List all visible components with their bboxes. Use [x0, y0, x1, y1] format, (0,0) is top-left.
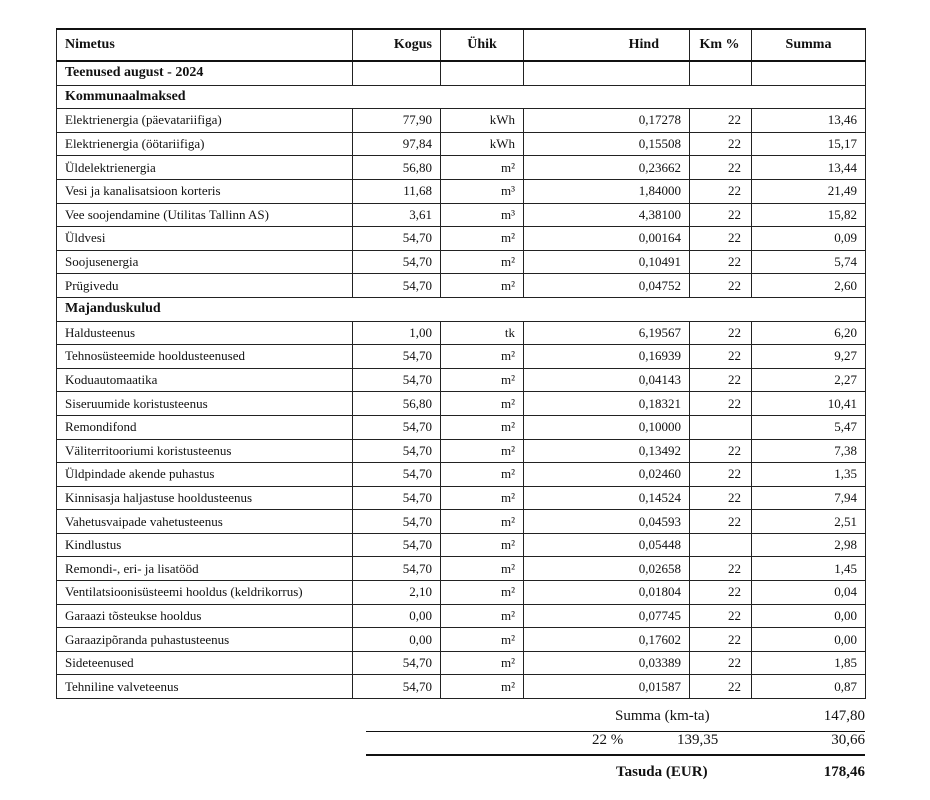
- cell-sum: 0,00: [752, 604, 866, 628]
- empty-cell: [690, 61, 752, 85]
- cell-sum: 13,44: [752, 156, 866, 180]
- subtotal-label: Summa (km-ta): [615, 708, 710, 724]
- cell-price: 0,10000: [524, 415, 690, 439]
- col-header-name: Nimetus: [57, 29, 353, 61]
- cell-qty: 54,70: [353, 533, 441, 557]
- cell-vat: 22: [690, 463, 752, 487]
- cell-name: Garaazi tõsteukse hooldus: [57, 604, 353, 628]
- cell-unit: m³: [441, 179, 524, 203]
- cell-price: 0,14524: [524, 486, 690, 510]
- cell-sum: 2,60: [752, 274, 866, 298]
- divider: [366, 754, 865, 756]
- cell-vat: [690, 415, 752, 439]
- cell-qty: 54,70: [353, 486, 441, 510]
- cell-price: 0,13492: [524, 439, 690, 463]
- table-row: [57, 510, 866, 534]
- cell-qty: 54,70: [353, 557, 441, 581]
- table-row: [57, 628, 866, 652]
- cell-price: 0,10491: [524, 250, 690, 274]
- cell-unit: m²: [441, 581, 524, 605]
- cell-vat: 22: [690, 439, 752, 463]
- cell-vat: 22: [690, 368, 752, 392]
- section-row: [57, 297, 866, 321]
- cell-name: Kindlustus: [57, 533, 353, 557]
- cell-qty: 3,61: [353, 203, 441, 227]
- cell-unit: m²: [441, 368, 524, 392]
- table-row: [57, 651, 866, 675]
- cell-name: Kinnisasja haljastuse hooldusteenus: [57, 486, 353, 510]
- cell-vat: 22: [690, 675, 752, 699]
- col-header-price: Hind: [524, 29, 690, 61]
- cell-qty: 54,70: [353, 463, 441, 487]
- col-header-unit: Ühik: [441, 29, 524, 61]
- table-row: [57, 604, 866, 628]
- cell-sum: 13,46: [752, 109, 866, 133]
- cell-name: Üldpindade akende puhastus: [57, 463, 353, 487]
- table-row: [57, 179, 866, 203]
- cell-unit: m²: [441, 628, 524, 652]
- col-header-qty: Kogus: [353, 29, 441, 61]
- total-due-label: Tasuda (EUR): [616, 764, 708, 780]
- period-title: Teenused august - 2024: [57, 61, 353, 85]
- invoice-table: [56, 28, 866, 699]
- cell-price: 0,02460: [524, 463, 690, 487]
- cell-sum: 15,17: [752, 132, 866, 156]
- cell-name: Vee soojendamine (Utilitas Tallinn AS): [57, 203, 353, 227]
- cell-price: 0,00164: [524, 227, 690, 251]
- cell-unit: m²: [441, 533, 524, 557]
- cell-price: 0,23662: [524, 156, 690, 180]
- cell-sum: 15,82: [752, 203, 866, 227]
- cell-unit: kWh: [441, 132, 524, 156]
- table-row: [57, 368, 866, 392]
- cell-vat: 22: [690, 274, 752, 298]
- cell-vat: 22: [690, 604, 752, 628]
- table-row: [57, 581, 866, 605]
- cell-price: 0,18321: [524, 392, 690, 416]
- cell-vat: 22: [690, 628, 752, 652]
- cell-price: 0,02658: [524, 557, 690, 581]
- empty-cell: [752, 61, 866, 85]
- cell-unit: m²: [441, 651, 524, 675]
- cell-price: 0,03389: [524, 651, 690, 675]
- cell-qty: 54,70: [353, 675, 441, 699]
- cell-name: Üldvesi: [57, 227, 353, 251]
- cell-qty: 11,68: [353, 179, 441, 203]
- table-row: [57, 250, 866, 274]
- cell-sum: 0,87: [752, 675, 866, 699]
- cell-qty: 56,80: [353, 156, 441, 180]
- cell-qty: 0,00: [353, 604, 441, 628]
- cell-unit: m³: [441, 203, 524, 227]
- cell-vat: 22: [690, 486, 752, 510]
- cell-vat: 22: [690, 345, 752, 369]
- cell-unit: m²: [441, 392, 524, 416]
- cell-sum: 5,47: [752, 415, 866, 439]
- cell-name: Soojusenergia: [57, 250, 353, 274]
- table-row: [57, 156, 866, 180]
- cell-vat: 22: [690, 510, 752, 534]
- cell-vat: 22: [690, 321, 752, 345]
- cell-unit: m²: [441, 274, 524, 298]
- cell-unit: m²: [441, 250, 524, 274]
- cell-price: 0,07745: [524, 604, 690, 628]
- cell-name: Elektrienergia (päevatariifiga): [57, 109, 353, 133]
- table-row: [57, 132, 866, 156]
- cell-sum: 0,09: [752, 227, 866, 251]
- cell-price: 0,17602: [524, 628, 690, 652]
- cell-unit: m²: [441, 227, 524, 251]
- vat-base: 139,35: [677, 732, 719, 748]
- cell-sum: 2,51: [752, 510, 866, 534]
- cell-name: Tehniline valveteenus: [57, 675, 353, 699]
- table-row: [57, 321, 866, 345]
- cell-vat: 22: [690, 203, 752, 227]
- table-row: [57, 415, 866, 439]
- cell-name: Koduautomaatika: [57, 368, 353, 392]
- cell-name: Vesi ja kanalisatsioon korteris: [57, 179, 353, 203]
- table-row: [57, 203, 866, 227]
- cell-name: Väliterritooriumi koristusteenus: [57, 439, 353, 463]
- cell-sum: 7,38: [752, 439, 866, 463]
- cell-price: 0,17278: [524, 109, 690, 133]
- cell-sum: 1,85: [752, 651, 866, 675]
- cell-qty: 54,70: [353, 345, 441, 369]
- col-header-sum: Summa: [752, 29, 866, 61]
- cell-sum: 9,27: [752, 345, 866, 369]
- total-due-value: 178,46: [823, 764, 865, 780]
- cell-qty: 54,70: [353, 368, 441, 392]
- cell-qty: 2,10: [353, 581, 441, 605]
- cell-qty: 0,00: [353, 628, 441, 652]
- cell-unit: m²: [441, 415, 524, 439]
- section-title: Majanduskulud: [57, 297, 866, 321]
- cell-vat: 22: [690, 109, 752, 133]
- cell-name: Vahetusvaipade vahetusteenus: [57, 510, 353, 534]
- table-row: [57, 109, 866, 133]
- cell-qty: 1,00: [353, 321, 441, 345]
- table-row: [57, 392, 866, 416]
- cell-unit: m²: [441, 675, 524, 699]
- empty-cell: [524, 61, 690, 85]
- cell-qty: 56,80: [353, 392, 441, 416]
- cell-price: 0,16939: [524, 345, 690, 369]
- cell-price: 6,19567: [524, 321, 690, 345]
- cell-sum: 1,45: [752, 557, 866, 581]
- vat-value: 30,66: [831, 732, 865, 748]
- section-title: Kommunaalmaksed: [57, 85, 866, 109]
- table-row: [57, 463, 866, 487]
- table-row: [57, 345, 866, 369]
- cell-qty: 54,70: [353, 651, 441, 675]
- cell-price: 0,04752: [524, 274, 690, 298]
- cell-vat: 22: [690, 227, 752, 251]
- cell-sum: 5,74: [752, 250, 866, 274]
- cell-vat: 22: [690, 250, 752, 274]
- cell-unit: m²: [441, 439, 524, 463]
- cell-unit: m²: [441, 345, 524, 369]
- cell-price: 1,84000: [524, 179, 690, 203]
- table-row: [57, 227, 866, 251]
- col-header-vat: Km %: [690, 29, 752, 61]
- cell-vat: 22: [690, 392, 752, 416]
- header-row: [57, 29, 866, 61]
- cell-name: Remondi-, eri- ja lisatööd: [57, 557, 353, 581]
- cell-qty: 54,70: [353, 510, 441, 534]
- cell-name: Siseruumide koristusteenus: [57, 392, 353, 416]
- cell-qty: 54,70: [353, 439, 441, 463]
- cell-sum: 6,20: [752, 321, 866, 345]
- cell-name: Ventilatsioonisüsteemi hooldus (keldrikorrus): [57, 581, 353, 605]
- cell-price: 0,01587: [524, 675, 690, 699]
- table-row: [57, 439, 866, 463]
- table-row: [57, 274, 866, 298]
- cell-sum: 2,27: [752, 368, 866, 392]
- period-row: [57, 61, 866, 85]
- cell-name: Tehnosüsteemide hooldusteenused: [57, 345, 353, 369]
- cell-qty: 54,70: [353, 227, 441, 251]
- cell-price: 4,38100: [524, 203, 690, 227]
- cell-vat: 22: [690, 179, 752, 203]
- totals-block: [366, 706, 865, 796]
- cell-vat: [690, 533, 752, 557]
- cell-name: Prügivedu: [57, 274, 353, 298]
- cell-price: 0,15508: [524, 132, 690, 156]
- subtotal-value: 147,80: [823, 708, 865, 724]
- cell-price: 0,05448: [524, 533, 690, 557]
- cell-name: Garaazipõranda puhastusteenus: [57, 628, 353, 652]
- cell-name: Sideteenused: [57, 651, 353, 675]
- cell-qty: 97,84: [353, 132, 441, 156]
- cell-qty: 54,70: [353, 274, 441, 298]
- cell-vat: 22: [690, 651, 752, 675]
- cell-sum: 1,35: [752, 463, 866, 487]
- cell-sum: 0,00: [752, 628, 866, 652]
- table-row: [57, 675, 866, 699]
- cell-unit: m²: [441, 510, 524, 534]
- cell-vat: 22: [690, 557, 752, 581]
- cell-name: Elektrienergia (öötariifiga): [57, 132, 353, 156]
- table-row: [57, 557, 866, 581]
- cell-vat: 22: [690, 132, 752, 156]
- empty-cell: [353, 61, 441, 85]
- cell-price: 0,04593: [524, 510, 690, 534]
- cell-vat: 22: [690, 581, 752, 605]
- cell-name: Haldusteenus: [57, 321, 353, 345]
- cell-unit: kWh: [441, 109, 524, 133]
- cell-sum: 0,04: [752, 581, 866, 605]
- vat-rate: 22 %: [592, 732, 624, 748]
- cell-price: 0,01804: [524, 581, 690, 605]
- cell-unit: tk: [441, 321, 524, 345]
- cell-vat: 22: [690, 156, 752, 180]
- cell-sum: 7,94: [752, 486, 866, 510]
- cell-unit: m²: [441, 486, 524, 510]
- cell-name: Remondifond: [57, 415, 353, 439]
- cell-sum: 2,98: [752, 533, 866, 557]
- cell-unit: m²: [441, 557, 524, 581]
- cell-sum: 21,49: [752, 179, 866, 203]
- cell-price: 0,04143: [524, 368, 690, 392]
- cell-name: Üldelektrienergia: [57, 156, 353, 180]
- cell-unit: m²: [441, 156, 524, 180]
- table-row: [57, 533, 866, 557]
- table-row: [57, 486, 866, 510]
- section-row: [57, 85, 866, 109]
- cell-qty: 54,70: [353, 250, 441, 274]
- cell-qty: 77,90: [353, 109, 441, 133]
- cell-sum: 10,41: [752, 392, 866, 416]
- cell-unit: m²: [441, 604, 524, 628]
- cell-qty: 54,70: [353, 415, 441, 439]
- cell-unit: m²: [441, 463, 524, 487]
- empty-cell: [441, 61, 524, 85]
